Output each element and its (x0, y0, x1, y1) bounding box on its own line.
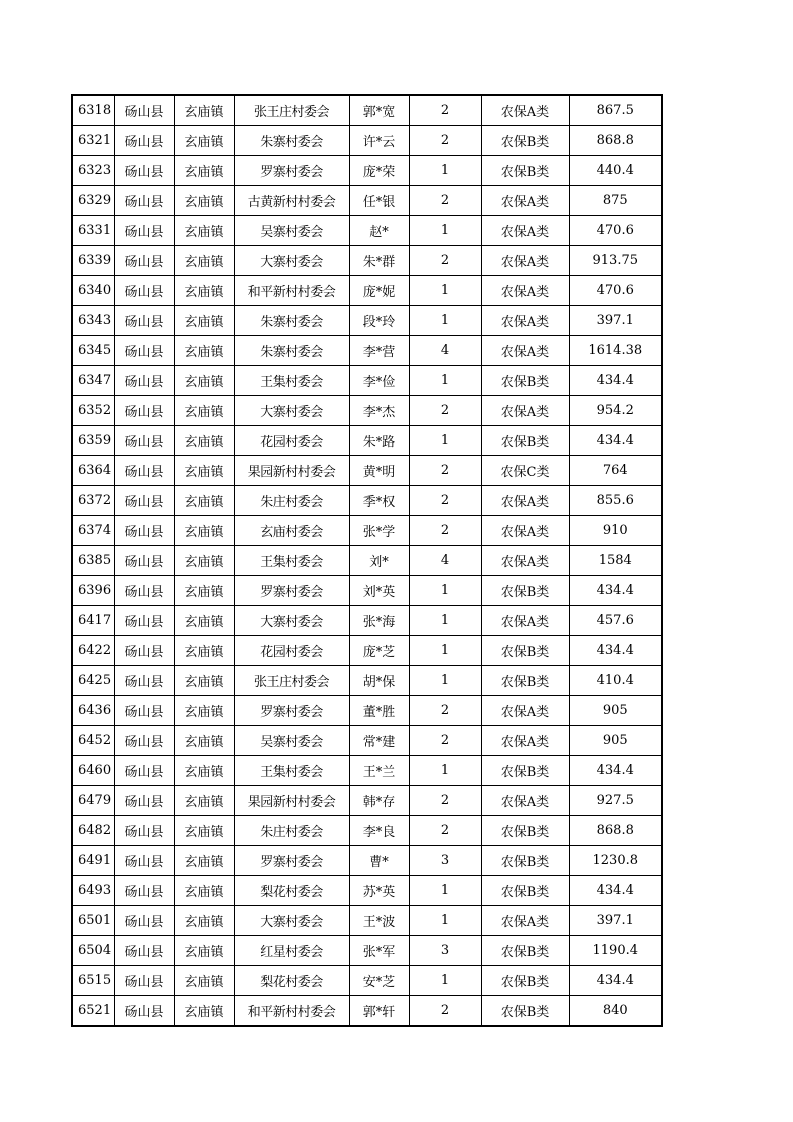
town-cell: 玄庙镇 (174, 366, 234, 396)
count-cell: 2 (409, 726, 481, 756)
record-id-cell: 6479 (72, 786, 114, 816)
name-cell: 郭*轩 (349, 996, 409, 1027)
amount-cell: 397.1 (569, 306, 662, 336)
count-cell: 1 (409, 216, 481, 246)
category-cell: 农保A类 (481, 606, 569, 636)
count-cell: 1 (409, 366, 481, 396)
county-cell: 砀山县 (114, 276, 174, 306)
village-cell: 大寨村委会 (234, 606, 349, 636)
amount-cell: 1614.38 (569, 336, 662, 366)
table-row (72, 396, 662, 426)
category-cell: 农保B类 (481, 936, 569, 966)
table-row (72, 336, 662, 366)
county-cell: 砀山县 (114, 606, 174, 636)
count-cell: 2 (409, 516, 481, 546)
record-id-cell: 6340 (72, 276, 114, 306)
town-cell: 玄庙镇 (174, 336, 234, 366)
name-cell: 李*良 (349, 816, 409, 846)
county-cell: 砀山县 (114, 516, 174, 546)
name-cell: 赵* (349, 216, 409, 246)
table-row (72, 456, 662, 486)
amount-cell: 434.4 (569, 756, 662, 786)
village-cell: 红星村委会 (234, 936, 349, 966)
record-id-cell: 6417 (72, 606, 114, 636)
village-cell: 梨花村委会 (234, 966, 349, 996)
town-cell: 玄庙镇 (174, 606, 234, 636)
table-row (72, 186, 662, 216)
amount-cell: 1190.4 (569, 936, 662, 966)
amount-cell: 434.4 (569, 966, 662, 996)
count-cell: 2 (409, 486, 481, 516)
village-cell: 大寨村委会 (234, 906, 349, 936)
category-cell: 农保A类 (481, 696, 569, 726)
record-id-cell: 6318 (72, 95, 114, 126)
table-row (72, 95, 662, 126)
table-row (72, 576, 662, 606)
village-cell: 朱寨村委会 (234, 336, 349, 366)
category-cell: 农保A类 (481, 216, 569, 246)
name-cell: 朱*群 (349, 246, 409, 276)
village-cell: 朱寨村委会 (234, 306, 349, 336)
amount-cell: 867.5 (569, 95, 662, 126)
record-id-cell: 6504 (72, 936, 114, 966)
name-cell: 季*权 (349, 486, 409, 516)
town-cell: 玄庙镇 (174, 396, 234, 426)
town-cell: 玄庙镇 (174, 126, 234, 156)
table-row (72, 936, 662, 966)
category-cell: 农保B类 (481, 846, 569, 876)
category-cell: 农保B类 (481, 876, 569, 906)
count-cell: 1 (409, 666, 481, 696)
village-cell: 玄庙村委会 (234, 516, 349, 546)
category-cell: 农保A类 (481, 396, 569, 426)
table-row (72, 216, 662, 246)
name-cell: 李*营 (349, 336, 409, 366)
county-cell: 砀山县 (114, 936, 174, 966)
county-cell: 砀山县 (114, 696, 174, 726)
table-row (72, 606, 662, 636)
category-cell: 农保B类 (481, 366, 569, 396)
count-cell: 1 (409, 606, 481, 636)
record-id-cell: 6372 (72, 486, 114, 516)
record-id-cell: 6452 (72, 726, 114, 756)
record-id-cell: 6329 (72, 186, 114, 216)
record-id-cell: 6343 (72, 306, 114, 336)
amount-cell: 397.1 (569, 906, 662, 936)
count-cell: 3 (409, 846, 481, 876)
record-id-cell: 6323 (72, 156, 114, 186)
table-row (72, 816, 662, 846)
village-cell: 朱庄村委会 (234, 486, 349, 516)
name-cell: 李*杰 (349, 396, 409, 426)
record-id-cell: 6339 (72, 246, 114, 276)
amount-cell: 954.2 (569, 396, 662, 426)
count-cell: 2 (409, 186, 481, 216)
name-cell: 李*俭 (349, 366, 409, 396)
amount-cell: 905 (569, 696, 662, 726)
town-cell: 玄庙镇 (174, 156, 234, 186)
name-cell: 安*芝 (349, 966, 409, 996)
village-cell: 大寨村委会 (234, 246, 349, 276)
village-cell: 王集村委会 (234, 366, 349, 396)
village-cell: 花园村委会 (234, 636, 349, 666)
category-cell: 农保B类 (481, 756, 569, 786)
amount-cell: 913.75 (569, 246, 662, 276)
county-cell: 砀山县 (114, 186, 174, 216)
table-row (72, 696, 662, 726)
county-cell: 砀山县 (114, 456, 174, 486)
town-cell: 玄庙镇 (174, 726, 234, 756)
count-cell: 4 (409, 336, 481, 366)
county-cell: 砀山县 (114, 726, 174, 756)
table-row (72, 666, 662, 696)
county-cell: 砀山县 (114, 426, 174, 456)
village-cell: 和平新村村委会 (234, 996, 349, 1027)
count-cell: 1 (409, 636, 481, 666)
village-cell: 张王庄村委会 (234, 666, 349, 696)
category-cell: 农保A类 (481, 276, 569, 306)
table-row (72, 426, 662, 456)
name-cell: 庞*妮 (349, 276, 409, 306)
record-id-cell: 6436 (72, 696, 114, 726)
village-cell: 罗寨村委会 (234, 156, 349, 186)
name-cell: 郭*宽 (349, 95, 409, 126)
count-cell: 3 (409, 936, 481, 966)
county-cell: 砀山县 (114, 246, 174, 276)
town-cell: 玄庙镇 (174, 816, 234, 846)
town-cell: 玄庙镇 (174, 246, 234, 276)
count-cell: 2 (409, 246, 481, 276)
town-cell: 玄庙镇 (174, 186, 234, 216)
record-id-cell: 6321 (72, 126, 114, 156)
category-cell: 农保A类 (481, 726, 569, 756)
record-id-cell: 6521 (72, 996, 114, 1027)
category-cell: 农保C类 (481, 456, 569, 486)
amount-cell: 434.4 (569, 366, 662, 396)
table-row (72, 246, 662, 276)
village-cell: 罗寨村委会 (234, 576, 349, 606)
count-cell: 1 (409, 756, 481, 786)
data-table (71, 94, 663, 1027)
name-cell: 胡*保 (349, 666, 409, 696)
record-id-cell: 6359 (72, 426, 114, 456)
amount-cell: 410.4 (569, 666, 662, 696)
amount-cell: 440.4 (569, 156, 662, 186)
village-cell: 果园新村村委会 (234, 786, 349, 816)
name-cell: 常*建 (349, 726, 409, 756)
village-cell: 朱庄村委会 (234, 816, 349, 846)
record-id-cell: 6493 (72, 876, 114, 906)
name-cell: 张*海 (349, 606, 409, 636)
village-cell: 大寨村委会 (234, 396, 349, 426)
county-cell: 砀山县 (114, 756, 174, 786)
town-cell: 玄庙镇 (174, 456, 234, 486)
record-id-cell: 6460 (72, 756, 114, 786)
table-row (72, 636, 662, 666)
record-id-cell: 6352 (72, 396, 114, 426)
count-cell: 1 (409, 156, 481, 186)
village-cell: 张王庄村委会 (234, 95, 349, 126)
amount-cell: 434.4 (569, 876, 662, 906)
county-cell: 砀山县 (114, 576, 174, 606)
amount-cell: 434.4 (569, 426, 662, 456)
count-cell: 2 (409, 696, 481, 726)
category-cell: 农保A类 (481, 186, 569, 216)
village-cell: 朱寨村委会 (234, 126, 349, 156)
count-cell: 2 (409, 126, 481, 156)
count-cell: 1 (409, 906, 481, 936)
record-id-cell: 6331 (72, 216, 114, 246)
record-id-cell: 6396 (72, 576, 114, 606)
count-cell: 1 (409, 876, 481, 906)
table-body (72, 95, 662, 1026)
town-cell: 玄庙镇 (174, 936, 234, 966)
count-cell: 1 (409, 966, 481, 996)
amount-cell: 470.6 (569, 276, 662, 306)
table-row (72, 126, 662, 156)
amount-cell: 457.6 (569, 606, 662, 636)
record-id-cell: 6364 (72, 456, 114, 486)
town-cell: 玄庙镇 (174, 906, 234, 936)
town-cell: 玄庙镇 (174, 486, 234, 516)
amount-cell: 764 (569, 456, 662, 486)
table-row (72, 996, 662, 1027)
table-row (72, 756, 662, 786)
amount-cell: 905 (569, 726, 662, 756)
town-cell: 玄庙镇 (174, 306, 234, 336)
village-cell: 王集村委会 (234, 546, 349, 576)
county-cell: 砀山县 (114, 486, 174, 516)
table-row (72, 906, 662, 936)
town-cell: 玄庙镇 (174, 95, 234, 126)
name-cell: 董*胜 (349, 696, 409, 726)
amount-cell: 868.8 (569, 126, 662, 156)
record-id-cell: 6425 (72, 666, 114, 696)
table-row (72, 366, 662, 396)
table-row (72, 786, 662, 816)
village-cell: 罗寨村委会 (234, 696, 349, 726)
count-cell: 1 (409, 276, 481, 306)
town-cell: 玄庙镇 (174, 216, 234, 246)
category-cell: 农保A类 (481, 306, 569, 336)
county-cell: 砀山县 (114, 546, 174, 576)
amount-cell: 434.4 (569, 576, 662, 606)
table-row (72, 726, 662, 756)
table-row (72, 486, 662, 516)
category-cell: 农保A类 (481, 546, 569, 576)
amount-cell: 1584 (569, 546, 662, 576)
category-cell: 农保B类 (481, 126, 569, 156)
amount-cell: 868.8 (569, 816, 662, 846)
amount-cell: 434.4 (569, 636, 662, 666)
name-cell: 庞*芝 (349, 636, 409, 666)
table-row (72, 516, 662, 546)
name-cell: 刘*英 (349, 576, 409, 606)
village-cell: 花园村委会 (234, 426, 349, 456)
category-cell: 农保B类 (481, 666, 569, 696)
county-cell: 砀山县 (114, 366, 174, 396)
category-cell: 农保A类 (481, 336, 569, 366)
county-cell: 砀山县 (114, 126, 174, 156)
category-cell: 农保B类 (481, 576, 569, 606)
count-cell: 2 (409, 816, 481, 846)
town-cell: 玄庙镇 (174, 846, 234, 876)
name-cell: 张*军 (349, 936, 409, 966)
category-cell: 农保A类 (481, 786, 569, 816)
amount-cell: 840 (569, 996, 662, 1027)
count-cell: 2 (409, 456, 481, 486)
table-row (72, 546, 662, 576)
amount-cell: 470.6 (569, 216, 662, 246)
table-row (72, 846, 662, 876)
village-cell: 古黄新村村委会 (234, 186, 349, 216)
name-cell: 刘* (349, 546, 409, 576)
town-cell: 玄庙镇 (174, 786, 234, 816)
record-id-cell: 6482 (72, 816, 114, 846)
category-cell: 农保A类 (481, 516, 569, 546)
count-cell: 1 (409, 426, 481, 456)
village-cell: 王集村委会 (234, 756, 349, 786)
table-row (72, 306, 662, 336)
village-cell: 吴寨村委会 (234, 216, 349, 246)
name-cell: 黄*明 (349, 456, 409, 486)
county-cell: 砀山县 (114, 906, 174, 936)
amount-cell: 875 (569, 186, 662, 216)
county-cell: 砀山县 (114, 156, 174, 186)
village-cell: 罗寨村委会 (234, 846, 349, 876)
town-cell: 玄庙镇 (174, 696, 234, 726)
name-cell: 王*波 (349, 906, 409, 936)
name-cell: 朱*路 (349, 426, 409, 456)
county-cell: 砀山县 (114, 95, 174, 126)
count-cell: 2 (409, 786, 481, 816)
town-cell: 玄庙镇 (174, 426, 234, 456)
category-cell: 农保B类 (481, 816, 569, 846)
amount-cell: 855.6 (569, 486, 662, 516)
count-cell: 1 (409, 306, 481, 336)
county-cell: 砀山县 (114, 216, 174, 246)
county-cell: 砀山县 (114, 846, 174, 876)
village-cell: 梨花村委会 (234, 876, 349, 906)
record-id-cell: 6347 (72, 366, 114, 396)
town-cell: 玄庙镇 (174, 276, 234, 306)
count-cell: 2 (409, 95, 481, 126)
category-cell: 农保B类 (481, 636, 569, 666)
name-cell: 曹* (349, 846, 409, 876)
village-cell: 果园新村村委会 (234, 456, 349, 486)
name-cell: 段*玲 (349, 306, 409, 336)
county-cell: 砀山县 (114, 396, 174, 426)
category-cell: 农保A类 (481, 486, 569, 516)
category-cell: 农保A类 (481, 95, 569, 126)
category-cell: 农保A类 (481, 246, 569, 276)
record-id-cell: 6422 (72, 636, 114, 666)
table-row (72, 966, 662, 996)
town-cell: 玄庙镇 (174, 666, 234, 696)
name-cell: 苏*英 (349, 876, 409, 906)
name-cell: 韩*存 (349, 786, 409, 816)
county-cell: 砀山县 (114, 636, 174, 666)
name-cell: 庞*荣 (349, 156, 409, 186)
village-cell: 和平新村村委会 (234, 276, 349, 306)
town-cell: 玄庙镇 (174, 576, 234, 606)
town-cell: 玄庙镇 (174, 756, 234, 786)
town-cell: 玄庙镇 (174, 876, 234, 906)
record-id-cell: 6501 (72, 906, 114, 936)
name-cell: 任*银 (349, 186, 409, 216)
county-cell: 砀山县 (114, 966, 174, 996)
county-cell: 砀山县 (114, 786, 174, 816)
count-cell: 1 (409, 576, 481, 606)
category-cell: 农保B类 (481, 156, 569, 186)
amount-cell: 1230.8 (569, 846, 662, 876)
county-cell: 砀山县 (114, 666, 174, 696)
count-cell: 4 (409, 546, 481, 576)
town-cell: 玄庙镇 (174, 636, 234, 666)
town-cell: 玄庙镇 (174, 546, 234, 576)
county-cell: 砀山县 (114, 336, 174, 366)
county-cell: 砀山县 (114, 996, 174, 1027)
name-cell: 许*云 (349, 126, 409, 156)
village-cell: 吴寨村委会 (234, 726, 349, 756)
county-cell: 砀山县 (114, 306, 174, 336)
name-cell: 王*兰 (349, 756, 409, 786)
category-cell: 农保A类 (481, 906, 569, 936)
amount-cell: 927.5 (569, 786, 662, 816)
table-row (72, 276, 662, 306)
count-cell: 2 (409, 996, 481, 1027)
county-cell: 砀山县 (114, 876, 174, 906)
town-cell: 玄庙镇 (174, 516, 234, 546)
record-id-cell: 6374 (72, 516, 114, 546)
amount-cell: 910 (569, 516, 662, 546)
category-cell: 农保B类 (481, 996, 569, 1027)
county-cell: 砀山县 (114, 816, 174, 846)
record-id-cell: 6515 (72, 966, 114, 996)
table-row (72, 156, 662, 186)
count-cell: 2 (409, 396, 481, 426)
table-row (72, 876, 662, 906)
category-cell: 农保B类 (481, 966, 569, 996)
town-cell: 玄庙镇 (174, 996, 234, 1027)
record-id-cell: 6491 (72, 846, 114, 876)
record-id-cell: 6385 (72, 546, 114, 576)
category-cell: 农保B类 (481, 426, 569, 456)
record-id-cell: 6345 (72, 336, 114, 366)
town-cell: 玄庙镇 (174, 966, 234, 996)
name-cell: 张*学 (349, 516, 409, 546)
